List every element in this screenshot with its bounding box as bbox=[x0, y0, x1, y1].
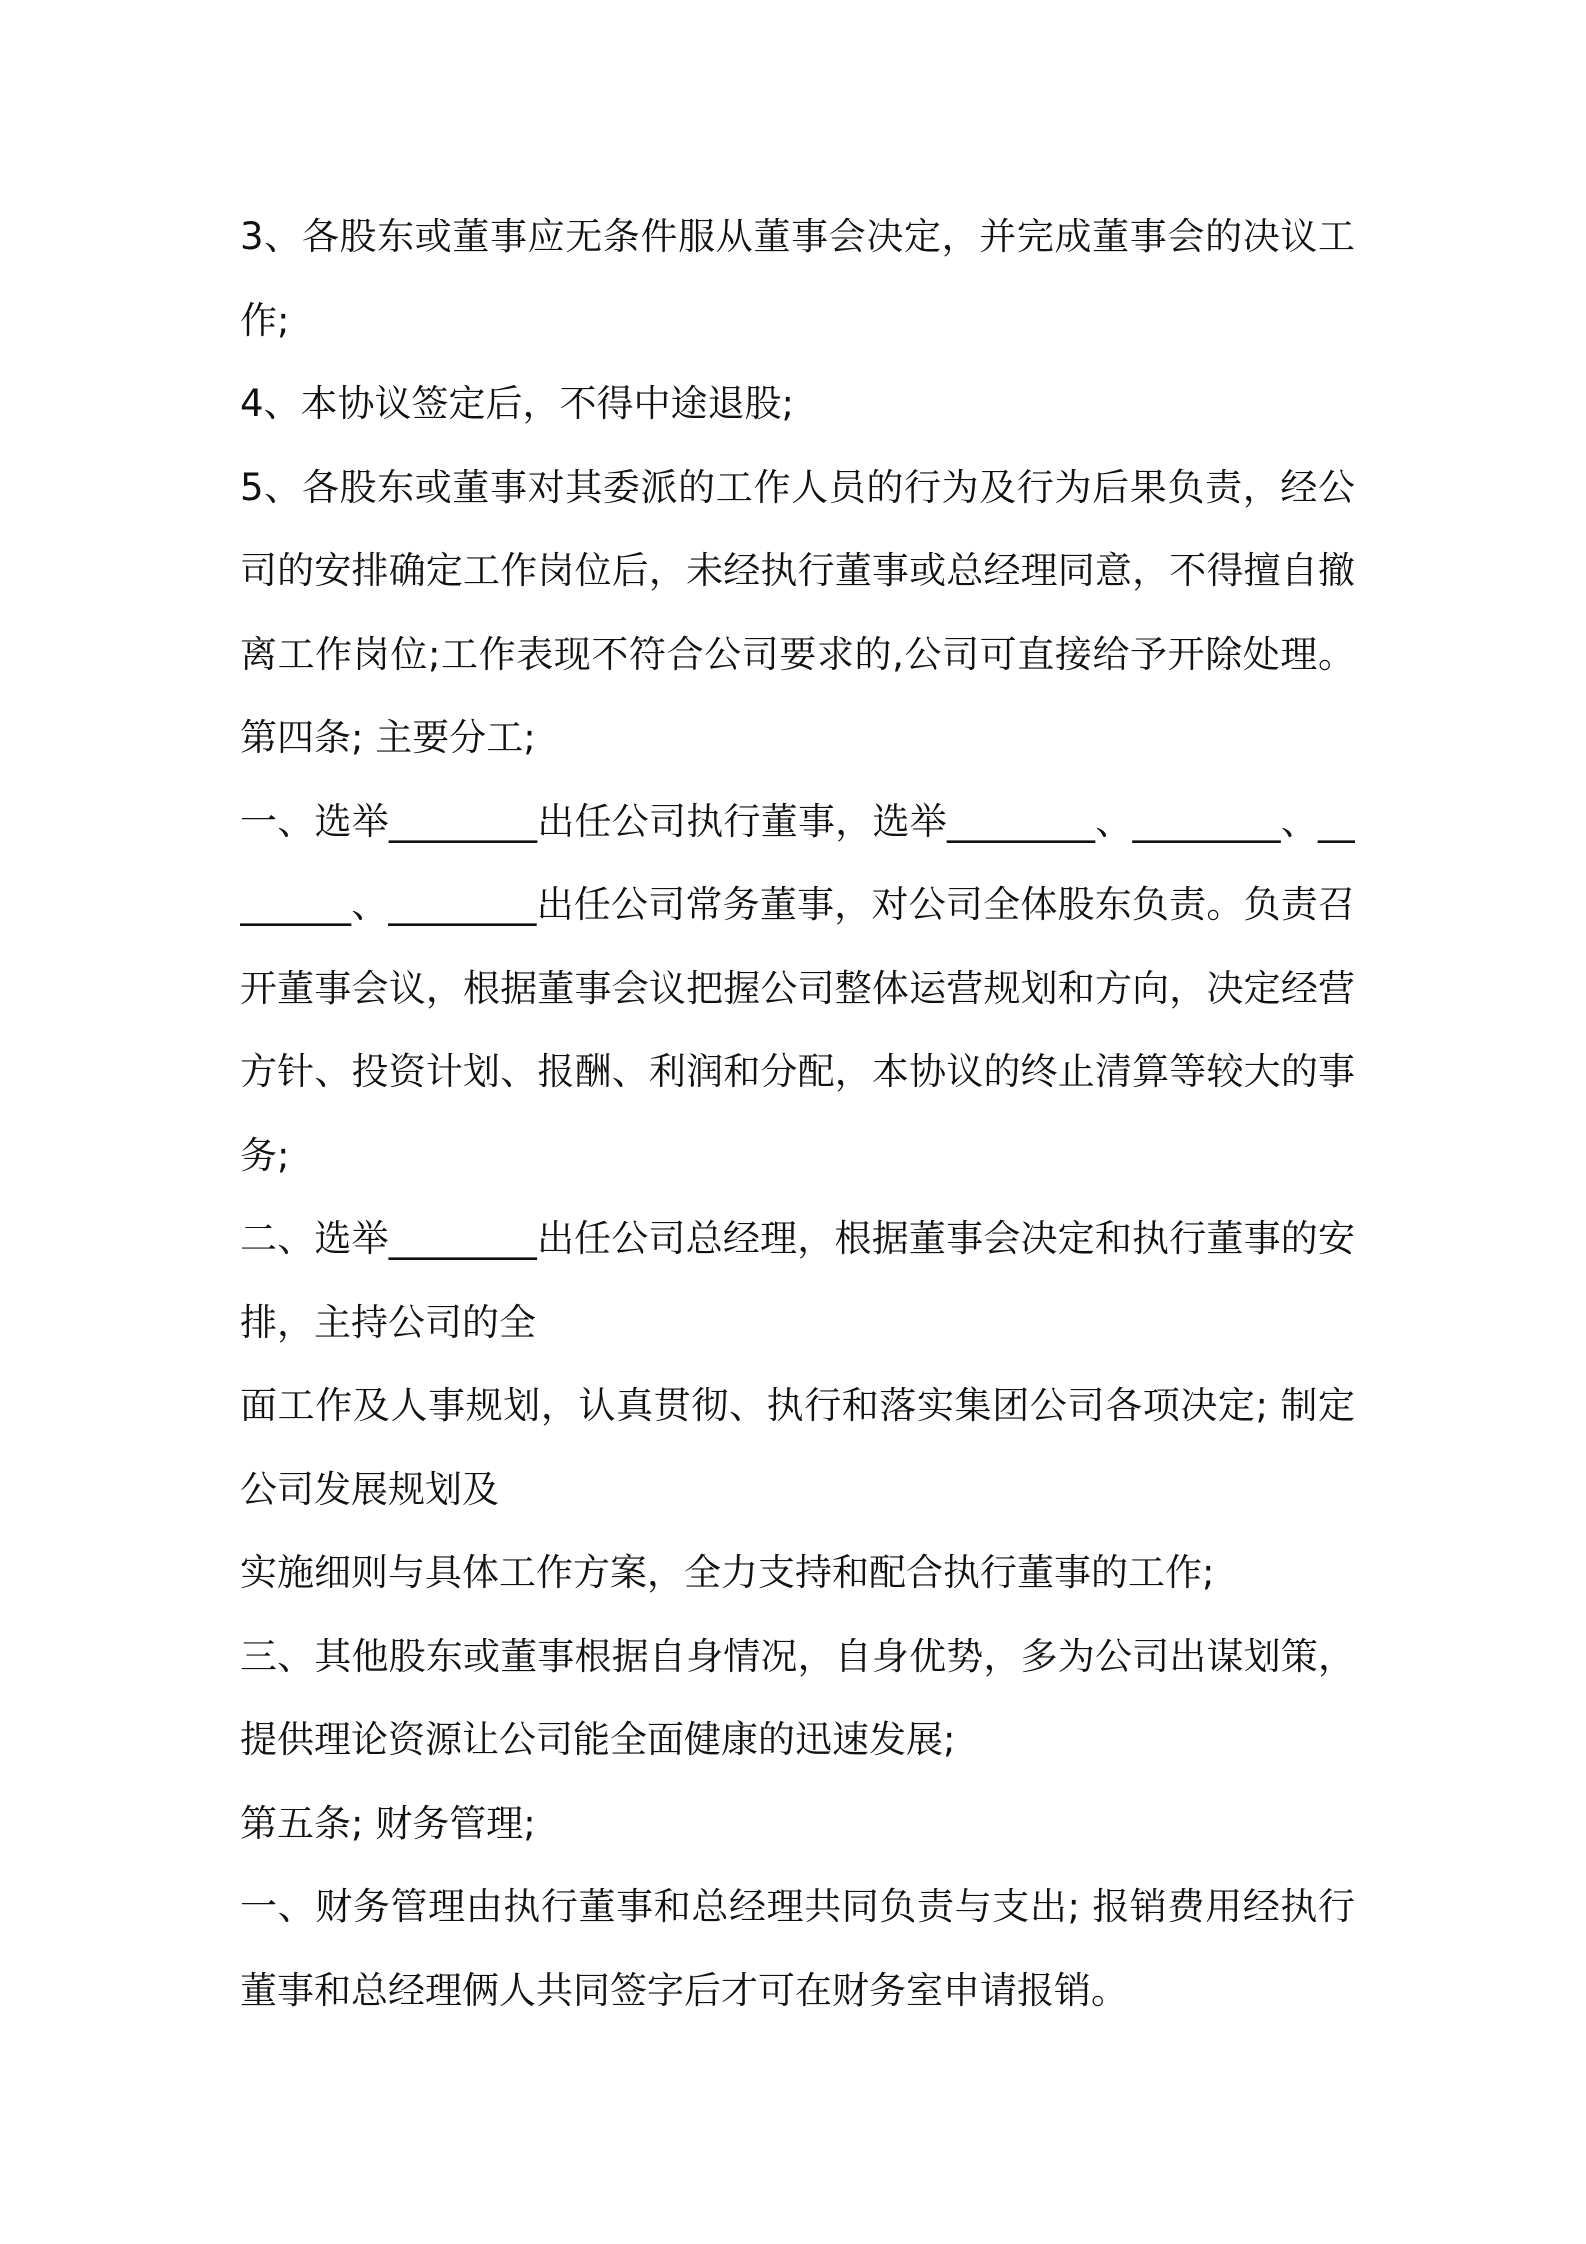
text-line: 公司发展规划及 bbox=[240, 1467, 499, 1511]
text-line: 三、其他股东或董事根据自身情况，自身优势，多为公司出谋划策， bbox=[240, 1634, 1355, 1678]
text-line: 5、各股东或董事对其委派的工作人员的行为及行为后果负责，经公 bbox=[240, 465, 1355, 509]
text-line: 离工作岗位;工作表现不符合公司要求的,公司可直接给予开除处理。 bbox=[240, 632, 1355, 676]
section-heading: 第四条; 主要分工; bbox=[240, 716, 536, 759]
text-line: 提供理论资源让公司能全面健康的迅速发展; bbox=[240, 1718, 956, 1761]
text-line: 作; bbox=[240, 298, 290, 342]
text-line: 排，主持公司的全 bbox=[240, 1300, 536, 1344]
text-line: 4、本协议签定后，不得中途退股; bbox=[240, 382, 795, 425]
section-heading: 第五条; 财务管理; bbox=[240, 1801, 536, 1845]
text-line: 面工作及人事规划，认真贯彻、执行和落实集团公司各项决定; 制定 bbox=[240, 1384, 1355, 1427]
text-line: ______、________出任公司常务董事，对公司全体股东负责。负责召 bbox=[240, 883, 1355, 926]
text-line: 务; bbox=[240, 1133, 290, 1177]
text-line: 一、财务管理由执行董事和总经理共同负责与支出; 报销费用经执行 bbox=[240, 1885, 1355, 1928]
text-line: 开董事会议，根据董事会议把握公司整体运营规划和方向，决定经营 bbox=[240, 966, 1355, 1010]
text-line: 方针、投资计划、报酬、利润和分配，本协议的终止清算等较大的事 bbox=[240, 1050, 1355, 1093]
text-line: 实施细则与具体工作方案，全力支持和配合执行董事的工作; bbox=[240, 1551, 1215, 1594]
text-line: 一、选举________出任公司执行董事，选举________、________、__ bbox=[240, 799, 1355, 843]
text-line: 二、选举________出任公司总经理，根据董事会决定和执行董事的安 bbox=[240, 1217, 1355, 1260]
text-line: 3、各股东或董事应无条件服从董事会决定，并完成董事会的决议工 bbox=[240, 215, 1355, 258]
text-line: 董事和总经理俩人共同签字后才可在财务室申请报销。 bbox=[240, 1968, 1128, 2012]
text-line: 司的安排确定工作岗位后，未经执行董事或总经理同意，不得擅自撤 bbox=[240, 549, 1355, 592]
document-body bbox=[240, 195, 1355, 2032]
